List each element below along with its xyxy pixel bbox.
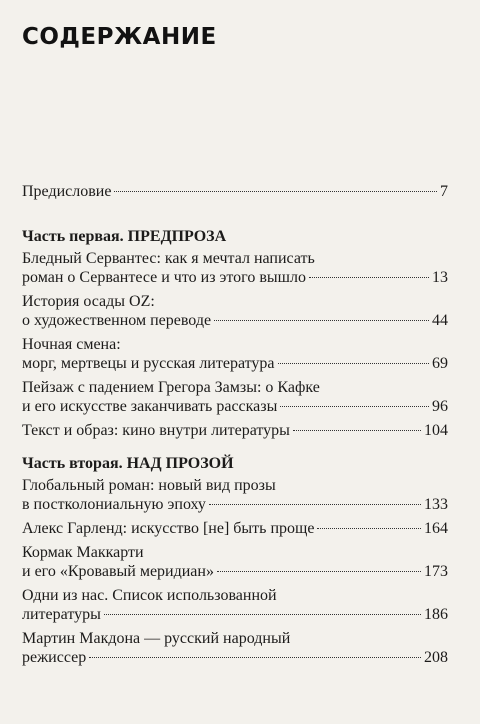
page-heading: СОДЕРЖАНИЕ <box>22 24 217 50</box>
dot-leader <box>280 406 429 407</box>
toc-entry <box>22 476 448 514</box>
dot-leader <box>217 571 421 572</box>
table-of-contents <box>22 182 448 672</box>
toc-entry <box>22 249 448 287</box>
toc-part <box>22 227 448 440</box>
toc-entry-title-line: История осады OZ: <box>22 293 155 310</box>
toc-entry-preface <box>22 182 448 201</box>
toc-entry <box>22 292 448 330</box>
toc-entry-title: морг, мертвецы и русская литература <box>22 355 275 372</box>
toc-entry-title-line: Глобальный роман: новый вид прозы <box>22 477 276 494</box>
toc-parts <box>22 227 448 667</box>
toc-entry-title: литературы <box>22 606 101 623</box>
toc-page-number: 173 <box>424 563 448 580</box>
toc-entry <box>22 421 448 440</box>
toc-entry-title-line: Бледный Сервантес: как я мечтал написать <box>22 250 315 267</box>
toc-part <box>22 454 448 667</box>
toc-entry-title-line: Кормак Маккарти <box>22 544 144 561</box>
toc-entry <box>22 629 448 667</box>
toc-entry-title-line: Пейзаж с падением Грегора Замзы: о Кафке <box>22 379 320 396</box>
part-title: Часть первая. ПРЕДПРОЗА <box>22 228 227 245</box>
toc-entry-title: режиссер <box>22 649 87 666</box>
toc-page-number: 133 <box>424 496 448 513</box>
toc-page-number: 186 <box>424 606 448 623</box>
dot-leader <box>317 528 421 529</box>
toc-page-number: 208 <box>424 649 448 666</box>
toc-entry-title-line: Ночная смена: <box>22 336 121 353</box>
toc-page-number: 104 <box>424 422 448 439</box>
toc-page-number: 164 <box>424 520 448 537</box>
toc-entry-title-line: Мартин Макдона — русский народный <box>22 630 291 647</box>
toc-entry-title: роман о Сервантесе и что из этого вышло <box>22 269 306 286</box>
toc-entry-title: Алекс Гарленд: искусство [не] быть проще <box>22 520 315 537</box>
toc-page-number: 7 <box>440 183 448 200</box>
toc-page-number: 96 <box>432 398 448 415</box>
dot-leader <box>114 191 437 192</box>
toc-entry <box>22 335 448 373</box>
toc-entry <box>22 586 448 624</box>
toc-entry-title: Текст и образ: кино внутри литературы <box>22 422 290 439</box>
dot-leader <box>104 614 421 615</box>
toc-page-number: 69 <box>432 355 448 372</box>
toc-page-number: 13 <box>432 269 448 286</box>
toc-entry <box>22 378 448 416</box>
toc-entry-title-line: Одни из нас. Список использованной <box>22 587 277 604</box>
toc-page-number: 44 <box>432 312 448 329</box>
toc-entry-title: и его искусстве заканчивать рассказы <box>22 398 278 415</box>
toc-entry <box>22 543 448 581</box>
dot-leader <box>278 363 429 364</box>
toc-entry-title: и его «Кровавый меридиан» <box>22 563 214 580</box>
toc-entry-title: Предисловие <box>22 183 112 200</box>
dot-leader <box>209 504 421 505</box>
dot-leader <box>293 430 421 431</box>
dot-leader <box>309 277 429 278</box>
toc-entry-title: в постколониальную эпоху <box>22 496 206 513</box>
dot-leader <box>89 657 421 658</box>
dot-leader <box>214 320 429 321</box>
toc-entry-title: о художественном переводе <box>22 312 212 329</box>
part-title: Часть вторая. НАД ПРОЗОЙ <box>22 455 234 472</box>
toc-entry <box>22 519 448 538</box>
